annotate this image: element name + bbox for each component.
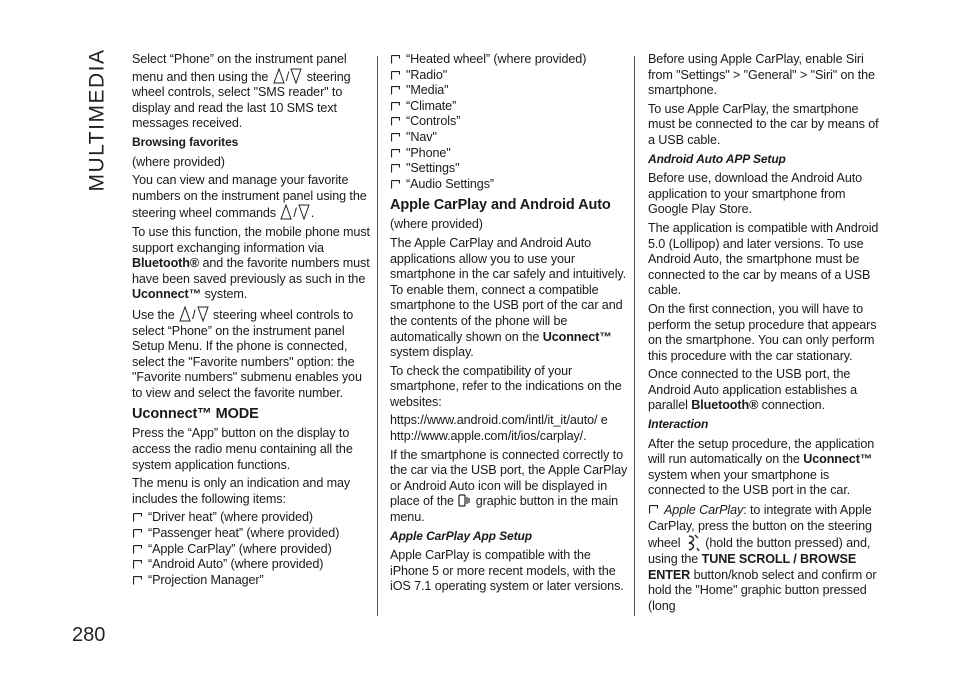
bullet-icon [391,180,400,189]
bullet-icon [391,71,400,80]
bullet-icon [133,513,142,522]
bluetooth-requirement-paragraph: To use this function, the mobile phone must support exchanging information via Bluetooth® and the favorite numbers must have been saved previously as such in the Uconnect™ system. [132,224,370,302]
column-divider-2 [634,56,635,616]
list-item: “Controls” [390,114,628,130]
menu-items-intro: The menu is only an indication and may includes the following items: [132,476,351,506]
browsing-favorites-heading: Browsing favorites [132,134,239,149]
carplay-usb-paragraph: To use Apple CarPlay, the smartphone must be connected to the car by means of a USB cable. [648,101,879,147]
where-provided-note: (where provided) [132,154,225,169]
up-arrow-icon [179,306,191,322]
list-item: “Apple CarPlay” (where provided) [132,542,370,558]
interaction-heading: Interaction [648,417,709,432]
bluetooth-connection-paragraph: Once connected to the USB port, the Android Auto application establishes a parallel Bluetooth® connection. [648,367,858,413]
apple-url: http://www.apple.com/it/ios/carplay/. [390,429,587,444]
bullet-icon [391,102,400,111]
column-1 [132,52,370,591]
download-paragraph: Before use, download the Android Auto application to your smartphone from Google Play Store. [648,171,863,217]
column-3 [648,52,882,618]
android-compat-paragraph: The application is compatible with Android 5.0 (Lollipop) and later versions. To use Android Auto, the smartphone must be connected to the car by means of a USB cable. [648,220,879,298]
page-number: 280 [72,624,106,646]
bullet-icon [133,576,142,585]
siri-paragraph: Before using Apple CarPlay, enable Siri from "Settings" > "General" > "Siri" on the smartphone. [648,52,875,98]
bullet-icon [133,529,142,538]
voice-command-icon [686,534,700,552]
section-title [82,45,112,195]
menu-items-list-continued [390,52,628,192]
favorites-paragraph: You can view and manage your favorite numbers on the instrument panel using the steering wheel commands / . [132,173,367,221]
bullet-icon [133,560,142,569]
carplay-compat-paragraph: Apple CarPlay is compatible with the iPhone 5 or more recent models, with the iOS 7.1 operating system or later versions. [390,548,624,594]
carplay-interaction-item: Apple CarPlay: to integrate with Apple CarPlay, press the button on the steering wheel (hold the button pressed) and, using the TUNE SCROLL / BROWSE ENTER button/knob select and confirm or hold the "Home" graphic button pressed (long [648,503,877,613]
carplay-android-heading: Apple CarPlay and Android Auto [390,197,611,214]
bullet-icon [391,117,400,126]
bullet-icon [391,86,400,95]
carplay-intro-paragraph: The Apple CarPlay and Android Auto applications allow you to use your smartphone in the car safely and intuitively. To enable them, connect a compatible smartphone to the USB port of the car and the contents of the phone will be automatically shown on the Uconnect™ system display. [390,235,627,360]
compatibility-paragraph: To check the compatibility of your smartphone, refer to the indications on the websites: [390,363,622,409]
list-item: "Settings" [390,161,628,177]
bullet-icon [133,545,142,554]
list-item: “Audio Settings” [390,177,628,193]
list-item: “Climate” [390,99,628,115]
menu-items-list [132,510,370,588]
list-item: “Passenger heat” (where provided) [132,526,370,542]
android-url: https://www.android.com/intl/it_it/auto/ e [390,413,608,428]
down-arrow-icon [298,204,310,220]
list-item: “Android Auto” (where provided) [132,557,370,573]
list-item: "Radio" [390,68,628,84]
where-provided-note: (where provided) [390,217,483,232]
uconnect-mode-heading: Uconnect™ MODE [132,406,259,423]
up-arrow-icon [273,68,285,84]
down-arrow-icon [197,306,209,322]
sms-paragraph: Select “Phone” on the instrument panel menu and then using the / steering wheel controls, select "SMS reader" to display and read the last 10 SMS text messages received. [132,52,351,131]
phone-projection-icon [458,494,471,508]
bullet-icon [391,164,400,173]
app-button-paragraph: Press the “App” button on the display to access the radio menu containing all the system application functions. [132,426,353,472]
column-2 [390,52,628,598]
bullet-icon [391,149,400,158]
android-setup-heading: Android Auto APP Setup [648,151,786,166]
bullet-icon [391,133,400,142]
first-connection-paragraph: On the first connection, you will have to perform the setup procedure that appears on the smartphone. You can only perform this procedure with the car stationary. [648,301,877,363]
websites-paragraph [390,413,628,444]
section-title-text: MULTIMEDIA [85,48,109,192]
icon-replace-paragraph: If the smartphone is connected correctly to the car via the USB port, the Apple CarPlay or Android Auto icon will be displayed in place of the graphic button in the main menu. [390,447,628,525]
column-divider-1 [377,56,378,616]
bullet-icon [391,55,400,64]
list-item: "Nav" [390,130,628,146]
carplay-setup-heading: Apple CarPlay App Setup [390,528,532,543]
list-item: “Projection Manager” [132,573,370,589]
list-item: "Media" [390,83,628,99]
bullet-icon [649,505,658,514]
list-item: “Driver heat” (where provided) [132,510,370,526]
up-arrow-icon [280,204,292,220]
list-item: “Heated wheel” (where provided) [390,52,628,68]
down-arrow-icon [290,68,302,84]
favorites-menu-paragraph: Use the / steering wheel controls to select “Phone” on the instrument panel Setup Menu. If the phone is connected, select the "Favorite numbers" option: the "Favorite numbers" submenu enables you to view and select the favorite number. [132,307,362,400]
list-item: "Phone" [390,146,628,162]
auto-run-paragraph: After the setup procedure, the application will run automatically on the Uconnect™ system when your smartphone is connected to the USB port in the car. [648,436,875,498]
